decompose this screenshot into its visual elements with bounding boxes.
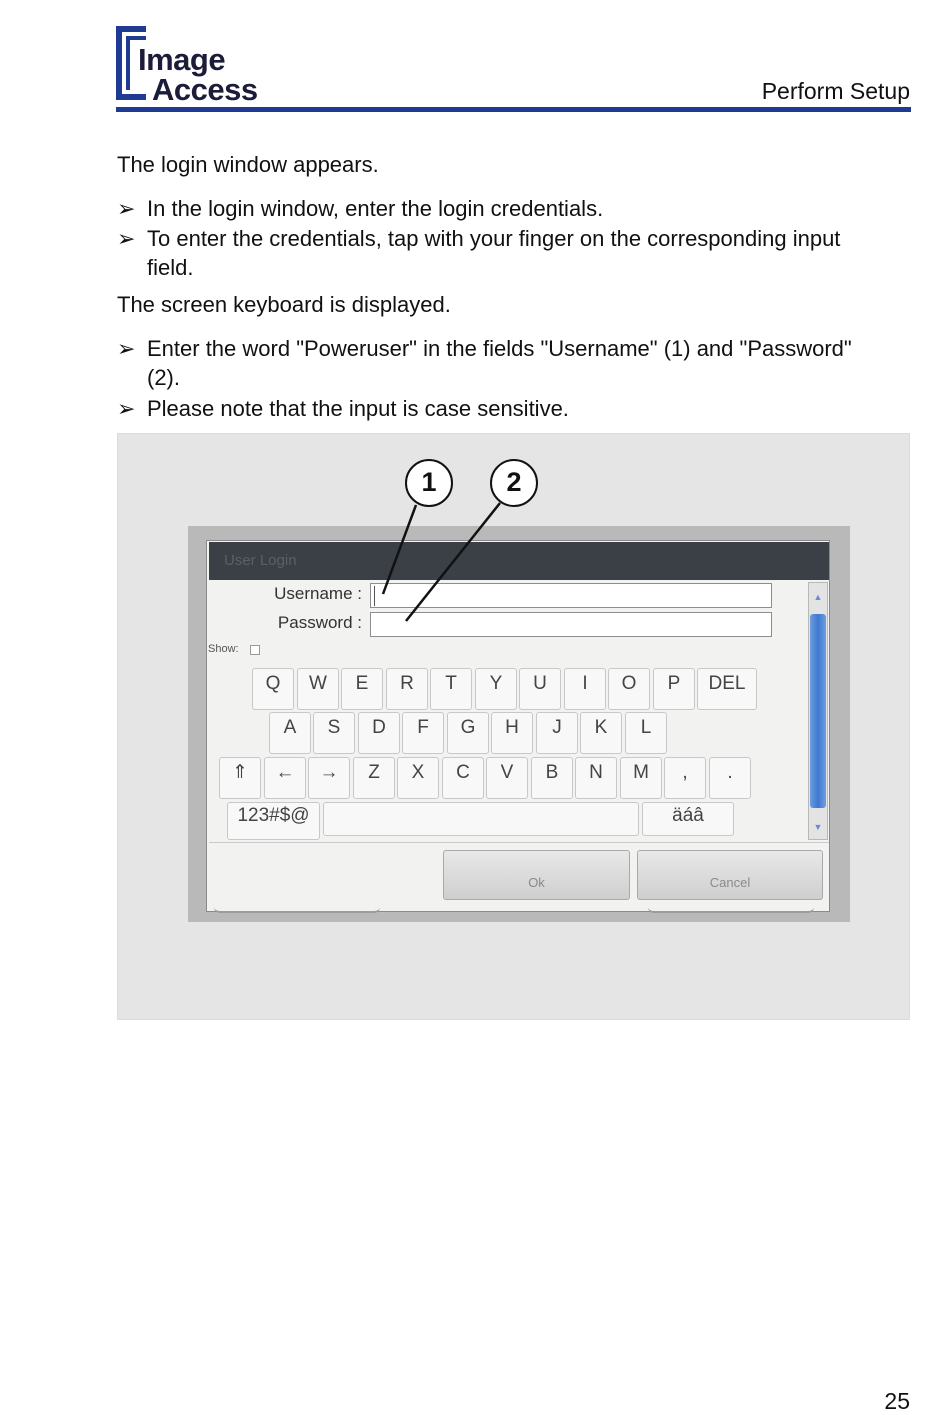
password-input[interactable] <box>370 612 772 637</box>
bullet-text: In the login window, enter the login credentials. <box>147 196 604 221</box>
key-comma[interactable]: , <box>664 757 706 799</box>
key-t[interactable]: T <box>430 668 472 710</box>
key-c[interactable]: C <box>442 757 484 799</box>
key-a[interactable]: A <box>269 712 311 754</box>
key-l[interactable]: L <box>625 712 667 754</box>
key-h[interactable]: H <box>491 712 533 754</box>
key-delete[interactable]: DEL <box>697 668 757 710</box>
key-s[interactable]: S <box>313 712 355 754</box>
section-title: Perform Setup <box>761 78 910 104</box>
header-divider <box>116 107 911 112</box>
key-i[interactable]: I <box>564 668 606 710</box>
key-e[interactable]: E <box>341 668 383 710</box>
bullet-item <box>117 394 877 423</box>
keyboard-paragraph: The screen keyboard is displayed. <box>117 292 451 317</box>
key-g[interactable]: G <box>447 712 489 754</box>
key-y[interactable]: Y <box>475 668 517 710</box>
key-z[interactable]: Z <box>353 757 395 799</box>
key-p[interactable]: P <box>653 668 695 710</box>
text-caret <box>374 586 375 606</box>
bullet-item <box>117 224 877 282</box>
background-button-edge <box>214 906 380 913</box>
password-label: Password : <box>277 613 362 632</box>
key-j[interactable]: J <box>536 712 578 754</box>
key-arrow-right[interactable]: → <box>308 757 350 799</box>
key-b[interactable]: B <box>531 757 573 799</box>
key-q[interactable]: Q <box>252 668 294 710</box>
key-accents[interactable]: äáâ <box>642 802 734 836</box>
cancel-button[interactable]: Cancel <box>637 850 823 900</box>
key-period[interactable]: . <box>709 757 751 799</box>
key-f[interactable]: F <box>402 712 444 754</box>
callout-2: 2 <box>490 459 538 507</box>
scroll-down-icon[interactable]: ▼ <box>813 822 823 832</box>
bullet-item <box>117 194 877 223</box>
key-n[interactable]: N <box>575 757 617 799</box>
bullet-arrow-icon: ➢ <box>117 226 136 251</box>
show-password-label: Show: <box>208 643 239 655</box>
scroll-up-icon[interactable]: ▲ <box>813 592 823 602</box>
scrollbar-thumb[interactable] <box>810 614 826 808</box>
bullet-arrow-icon: ➢ <box>117 396 136 421</box>
dialog-title: User Login <box>209 542 829 580</box>
username-label: Username : <box>274 584 362 603</box>
bullet-text: Enter the word "Poweruser" in the fields "Username" (1) and "Password" (2). <box>147 336 852 390</box>
dialog-divider <box>209 842 829 843</box>
page-number: 25 <box>884 1388 910 1414</box>
key-w[interactable]: W <box>297 668 339 710</box>
logo-text-line2: Access <box>152 72 258 107</box>
bullet-arrow-icon: ➢ <box>117 336 136 361</box>
bullet-text: To enter the credentials, tap with your finger on the corresponding input field. <box>147 226 841 280</box>
key-v[interactable]: V <box>486 757 528 799</box>
key-space[interactable] <box>323 802 639 836</box>
key-u[interactable]: U <box>519 668 561 710</box>
bullet-item <box>117 334 877 392</box>
key-k[interactable]: K <box>580 712 622 754</box>
key-d[interactable]: D <box>358 712 400 754</box>
ok-button[interactable]: Ok <box>443 850 630 900</box>
callout-1: 1 <box>405 459 453 507</box>
bullet-arrow-icon: ➢ <box>117 196 136 221</box>
background-button-edge <box>648 906 814 913</box>
key-x[interactable]: X <box>397 757 439 799</box>
key-r[interactable]: R <box>386 668 428 710</box>
key-o[interactable]: O <box>608 668 650 710</box>
intro-paragraph: The login window appears. <box>117 152 379 177</box>
image-access-logo <box>116 26 266 110</box>
key-symbols[interactable]: 123#$@ <box>227 802 320 840</box>
key-arrow-left[interactable]: ← <box>264 757 306 799</box>
bullet-text: Please note that the input is case sensitive. <box>147 396 569 421</box>
key-m[interactable]: M <box>620 757 662 799</box>
show-password-checkbox[interactable] <box>250 645 260 655</box>
username-input[interactable] <box>370 583 772 608</box>
logo-text-line1: Image <box>138 42 226 77</box>
key-shift[interactable]: ⇑ <box>219 757 261 799</box>
